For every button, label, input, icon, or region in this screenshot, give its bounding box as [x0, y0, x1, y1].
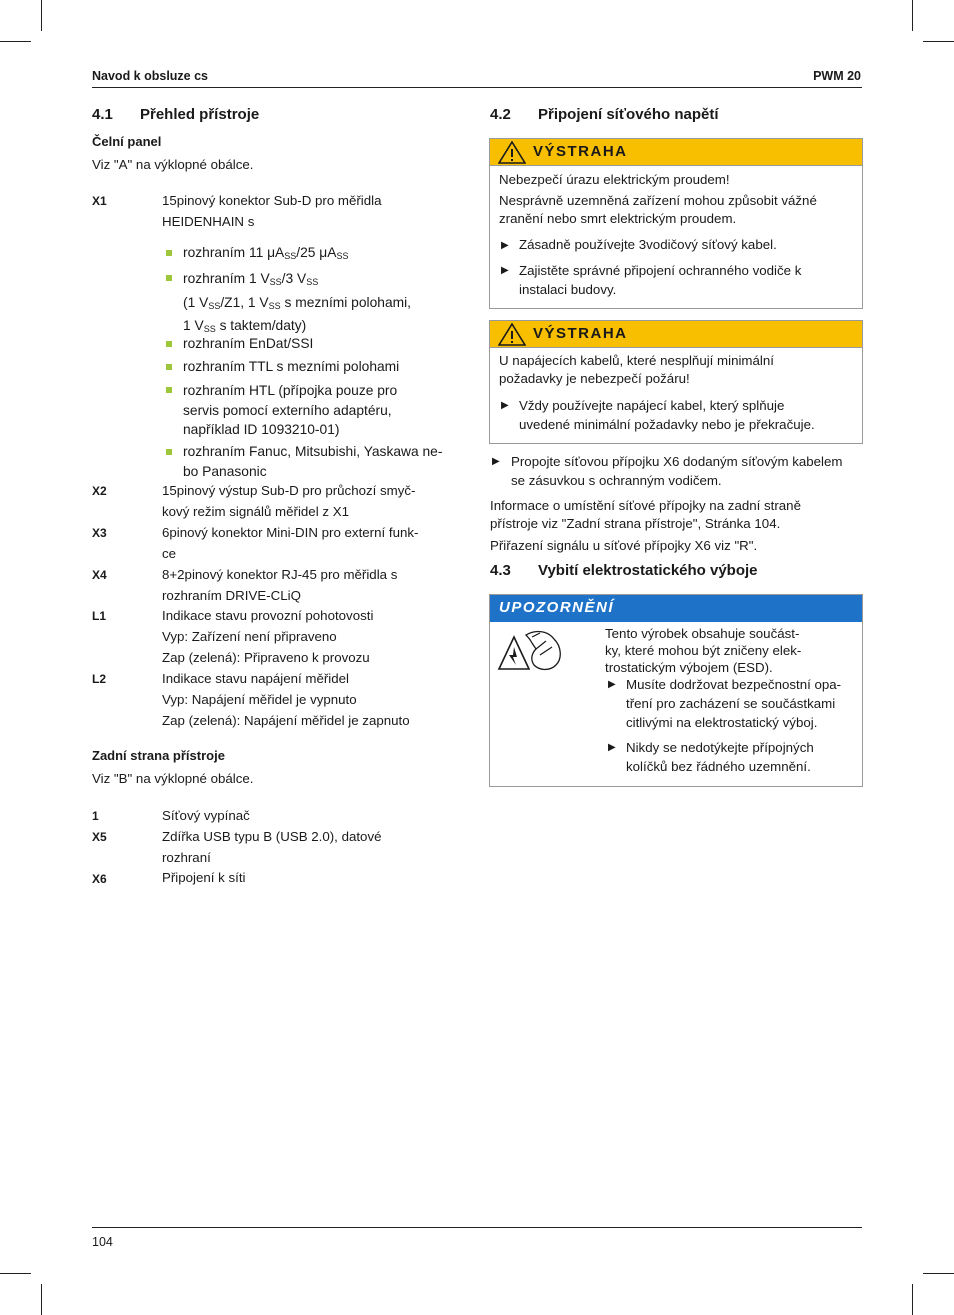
warning-item — [519, 396, 815, 434]
bullet-square — [166, 387, 172, 393]
subscript: SS — [269, 277, 282, 287]
warning-title: VÝSTRAHA — [533, 325, 628, 342]
x4-line1: 8+2pinový konektor RJ-45 pro měřidla s — [162, 567, 398, 582]
l1-line3: Zap (zelená): Připraveno k provozu — [162, 650, 370, 665]
text-line: tření pro zacházení se součástkami — [626, 696, 836, 711]
warning-header — [490, 321, 862, 348]
bullet-square — [166, 449, 172, 455]
arrow-bullet-icon: ▶ — [608, 679, 616, 690]
l1-line2: Vyp: Zařízení není připraveno — [162, 629, 337, 644]
x6-text: Připojení k síti — [162, 870, 246, 885]
text-line: požadavky je nebezpečí požáru! — [499, 370, 690, 386]
notice-title: UPOZORNĚNÍ — [499, 599, 615, 616]
crop-mark — [912, 0, 913, 31]
arrow-bullet-icon: ▶ — [608, 742, 616, 753]
item-label-x4: X4 — [92, 568, 107, 582]
subscript: SS — [336, 251, 349, 261]
section-4-1-heading — [92, 106, 259, 123]
x4-line2: rozhraním DRIVE-CLiQ — [162, 588, 301, 603]
warning-triangle-icon — [498, 141, 526, 164]
section-title: Přehled přístroje — [140, 106, 260, 123]
front-panel-text: Viz "A" na výklopné obálce. — [92, 157, 254, 172]
text-line: Vždy používejte napájecí kabel, který splňuje — [519, 398, 785, 413]
subscript: SS — [203, 324, 216, 334]
text-line: uvedené minimální požadavky nebo je překračuje. — [519, 417, 815, 432]
x5-line1: Zdířka USB typu B (USB 2.0), datové — [162, 829, 382, 844]
rear-panel-label: Zadní strana přístroje — [92, 748, 225, 763]
text-line: Zajistěte správné připojení ochranného vodiče k — [519, 263, 802, 278]
x2-line1: 15pinový výstup Sub-D pro průchozí smyč- — [162, 483, 416, 498]
warning-header — [490, 139, 862, 166]
subscript: SS — [208, 300, 221, 311]
bullet-text — [183, 244, 348, 266]
text-line: trostatickým výbojem (ESD). — [605, 660, 773, 675]
bullet-text: rozhraním TTL s mezními polohami — [183, 359, 400, 374]
text-line: kolíčků bez řádného uzemnění. — [626, 759, 811, 774]
assign-text: Přiřazení signálu u síťové přípojky X6 viz "R". — [490, 538, 758, 553]
bullet-line: bo Panasonic — [183, 464, 267, 479]
notice-header — [490, 595, 862, 622]
x1-line2: HEIDENHAIN s — [162, 214, 255, 229]
section-number: 4.2 — [490, 106, 511, 123]
section-title: Připojení síťového napětí — [538, 106, 719, 123]
l1-line1: Indikace stavu provozní pohotovosti — [162, 608, 374, 623]
crop-mark — [923, 1273, 954, 1274]
bullet-text: rozhraním EnDat/SSI — [183, 336, 314, 351]
bullet-square — [166, 341, 172, 347]
warning-box — [489, 320, 863, 444]
text-line: instalaci budovy. — [519, 282, 617, 297]
item-label-l2: L2 — [92, 672, 107, 686]
l2-line2: Vyp: Napájení měřidel je vypnuto — [162, 692, 357, 707]
crop-mark — [0, 1273, 31, 1274]
crop-mark — [0, 41, 31, 42]
notice-item — [626, 675, 841, 732]
rear-panel-text: Viz "B" na výklopné obálce. — [92, 771, 254, 786]
warning-title: VÝSTRAHA — [533, 143, 628, 160]
warning-triangle-icon — [498, 323, 526, 346]
bullet-line: například ID 1093210-01) — [183, 422, 340, 437]
text: s taktem/daty) — [215, 318, 307, 333]
x3-line2: ce — [162, 546, 177, 561]
x2-line2: kový režim signálů měřidel z X1 — [162, 504, 349, 519]
text: /Z1, 1 V — [220, 294, 269, 310]
bullet-square — [166, 275, 172, 281]
x5-line2: rozhraní — [162, 850, 211, 865]
warning-text — [499, 352, 774, 387]
arrow-bullet-icon: ▶ — [501, 400, 509, 411]
item-label-x3: X3 — [92, 526, 107, 540]
warning-item: Zásadně používejte 3vodičový síťový kabel. — [519, 237, 777, 252]
warning-item — [519, 261, 801, 299]
bullet-square — [166, 364, 172, 370]
text: rozhraním 11 μA — [183, 245, 285, 260]
r1-text: Síťový vypínač — [162, 808, 250, 823]
text-line: ky, které mohou být zničeny elek- — [605, 643, 802, 658]
text-line: citlivými na elektrostatický výboj. — [626, 715, 818, 730]
text-line: přístroje viz "Zadní strana přístroje", Stránka 104. — [490, 515, 781, 531]
bullet-square — [166, 250, 172, 256]
text-line: Informace o umístění síťové přípojky na zadní straně — [490, 498, 801, 513]
header-left: Navod k obsluze cs — [92, 69, 209, 83]
notice-text — [605, 625, 801, 676]
section-4-2-heading — [490, 106, 719, 123]
page-number: 104 — [92, 1235, 113, 1249]
text-line: Propojte síťovou přípojku X6 dodaným síťovým kabelem — [511, 454, 843, 469]
text: s mezními polohami, — [280, 294, 412, 310]
subscript: SS — [306, 277, 319, 287]
section-title: Vybití elektrostatického výboje — [538, 562, 758, 579]
bullet-text — [183, 442, 442, 482]
notice-box — [489, 594, 863, 787]
footer-rule — [92, 1227, 862, 1228]
front-panel-label: Čelní panel — [92, 134, 162, 149]
text-line: Tento výrobek obsahuje součást- — [605, 626, 800, 641]
warning-text: Nebezpečí úrazu elektrickým proudem! — [499, 172, 730, 187]
bullet-line — [183, 269, 411, 293]
section-number: 4.3 — [490, 562, 511, 579]
bullet-line: servis pomocí externího adaptéru, — [183, 402, 392, 418]
warning-text — [499, 192, 817, 227]
text: rozhraním 1 V — [183, 271, 270, 286]
crop-mark — [41, 1284, 42, 1315]
text: 1 V — [183, 318, 204, 333]
header-right: PWM 20 — [813, 69, 861, 83]
item-label-1: 1 — [92, 809, 99, 823]
item-label-l1: L1 — [92, 609, 107, 623]
text-line: Nikdy se nedotýkejte přípojných — [626, 740, 814, 755]
crop-mark — [41, 0, 42, 31]
item-label-x2: X2 — [92, 484, 107, 498]
text: (1 V — [183, 294, 209, 310]
text-line: U napájecích kabelů, které nesplňují minimální — [499, 353, 774, 368]
text-line: Nesprávně uzemněná zařízení mohou způsobit vážné — [499, 193, 817, 208]
warning-box — [489, 138, 863, 309]
item-label-x5: X5 — [92, 830, 107, 844]
text-line: Musíte dodržovat bezpečnostní opa- — [626, 677, 842, 692]
arrow-bullet-icon: ▶ — [501, 240, 509, 251]
section-number: 4.1 — [92, 106, 113, 123]
crop-mark — [912, 1284, 913, 1315]
section-4-3-heading — [490, 562, 758, 579]
x1-line1: 15pinový konektor Sub-D pro měřidla — [162, 193, 382, 208]
x3-line1: 6pinový konektor Mini-DIN pro externí funk- — [162, 525, 419, 540]
text: /25 μA — [296, 245, 337, 260]
bullet-line: rozhraním Fanuc, Mitsubishi, Yaskawa ne- — [183, 444, 443, 459]
info-text — [490, 497, 801, 532]
item-label-x6: X6 — [92, 872, 107, 886]
subscript: SS — [284, 251, 297, 261]
crop-mark — [923, 41, 954, 42]
arrow-bullet-icon: ▶ — [501, 265, 509, 276]
text: /3 V — [281, 271, 307, 286]
esd-hand-icon — [496, 625, 566, 675]
bullet-line — [183, 293, 411, 317]
subscript: SS — [268, 300, 281, 311]
bullet-text — [183, 269, 411, 340]
item-label-x1: X1 — [92, 194, 107, 208]
step-text — [511, 452, 842, 490]
header-rule — [92, 87, 862, 88]
text-line: se zásuvkou s ochranným vodičem. — [511, 473, 722, 488]
l2-line3: Zap (zelená): Napájení měřidel je zapnuto — [162, 713, 410, 728]
arrow-bullet-icon: ▶ — [492, 456, 500, 467]
bullet-line: rozhraním HTL (přípojka pouze pro — [183, 383, 398, 398]
l2-line1: Indikace stavu napájení měřidel — [162, 671, 350, 686]
text-line: zranění nebo smrt elektrickým proudem. — [499, 210, 737, 226]
notice-item — [626, 738, 814, 776]
bullet-text — [183, 381, 397, 440]
